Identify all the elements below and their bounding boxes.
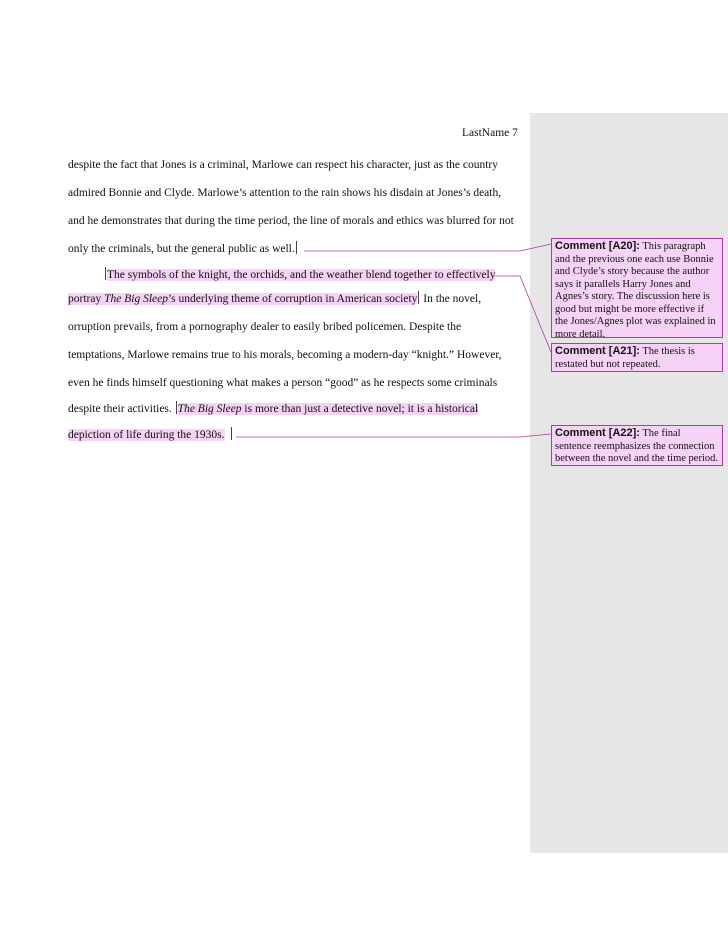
comment-anchor-a20[interactable]: [296, 241, 297, 254]
comment-start-a21[interactable]: [105, 267, 106, 280]
comment-start-a22[interactable]: [176, 401, 177, 414]
body-line-7: orruption prevails, from a pornography dealer to easily bribed policemen. Despite the: [68, 321, 462, 333]
body-line-1: despite the fact that Jones is a criminal, Marlowe can respect his character, just as the country: [68, 159, 498, 171]
comment-margin-pane: [530, 113, 728, 853]
body-line-11: [68, 426, 233, 444]
body-line-8: temptations, Marlowe remains true to his morals, becoming a modern-day “knight.” However,: [68, 349, 502, 361]
leader-line-a22: [236, 434, 551, 437]
body-line-3: and he demonstrates that during the time period, the line of morals and ethics was blurred for not: [68, 215, 514, 227]
highlighted-thesis-part-2: [68, 293, 417, 305]
body-line-5: [104, 266, 495, 284]
comment-a20[interactable]: [551, 238, 723, 338]
comment-a22-text: The final sentence reemphasizes the connection between the novel and the time period.: [555, 428, 718, 464]
book-title-2: The Big Sleep: [177, 403, 242, 415]
comment-anchor-a22[interactable]: [231, 427, 232, 440]
comment-a21-text: The thesis is restated but not repeated.: [555, 346, 695, 370]
thesis-text-post: ’s underlying theme of corruption in American society: [167, 293, 418, 305]
body-line-6: [68, 290, 481, 308]
highlighted-conclusion-part-2: depiction of life during the 1930s.: [68, 429, 225, 441]
conclusion-text: is more than just a detective novel; it is a historical: [241, 403, 479, 415]
body-line-4: [68, 240, 298, 258]
body-line-10: [68, 400, 478, 418]
comment-a21-label: Comment [A21]:: [555, 345, 640, 357]
page-header: LastName 7: [462, 127, 518, 139]
book-title: The Big Sleep: [104, 293, 168, 305]
highlighted-thesis-part-1: The symbols of the knight, the orchids, and the weather blend together to effectively: [107, 269, 496, 281]
thesis-text-pre: portray: [68, 293, 105, 305]
highlighted-conclusion-part-1: [178, 403, 479, 415]
body-line-10-pre: despite their activities.: [68, 403, 175, 415]
comment-a21[interactable]: [551, 343, 723, 372]
comment-a20-label: Comment [A20]:: [555, 240, 640, 252]
body-line-6-tail: In the novel,: [420, 293, 482, 305]
leader-line-a20: [304, 244, 551, 251]
body-line-4-text: only the criminals, but the general public as well.: [68, 243, 295, 255]
comment-a22-label: Comment [A22]:: [555, 427, 640, 439]
comment-a20-text: This paragraph and the previous one each use Bonnie and Clyde’s story because the author says it parallels Harry Jones and Agnes’s story. The discussion here is good but might be more effective if the Jones/Agnes plot was explained in more detail.: [555, 241, 716, 340]
body-line-9: even he finds himself questioning what makes a person “good” as he respects some criminals: [68, 377, 498, 389]
comment-a22[interactable]: [551, 425, 723, 466]
body-line-2: admired Bonnie and Clyde. Marlowe’s attention to the rain shows his disdain at Jones’s death,: [68, 187, 502, 199]
